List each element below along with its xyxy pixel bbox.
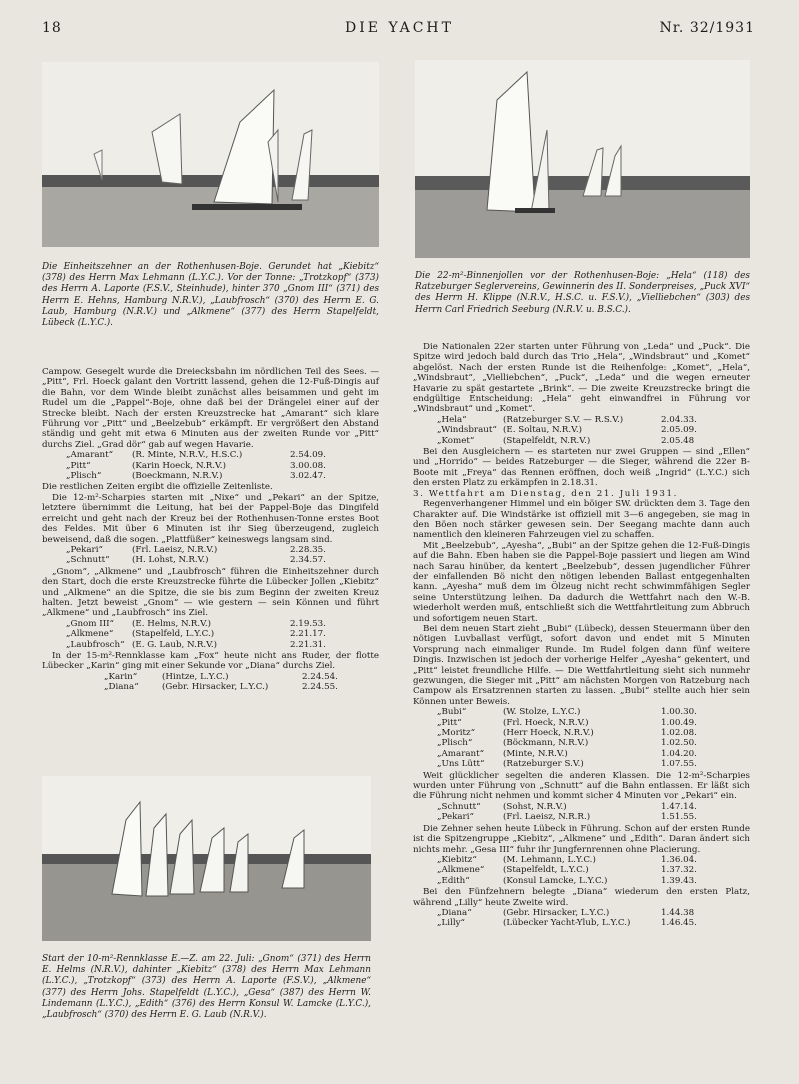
table-row: „Pekari“ (Frl. Laeisz, N.R.V.) 2.28.35. [66,544,326,555]
table-row: „Laubfrosch“ (E. G. Laub, N.R.V.) 2.21.31. [66,639,326,650]
results-table [42,672,379,693]
table-row: „Schnutt“ (H. Lohst, N.R.V.) 2.34.57. [66,555,326,566]
results-table [413,707,750,769]
paragraph: Regenverhangener Himmel und ein böiger SW. drückten dem 3. Tage den Charakter auf. Die Windstärke ist offiziell mit 3—6 angegeben, sie mag in den Böen noch stärker gewesen sein. Der Seegang machte dann auch namentlich den kleineren Fahrzeugen viel zu schaffen. [413,499,750,541]
paragraph: Weit glücklicher segelten die anderen Klassen. Die 12-m²-Scharpies wurden unter Führung von „Schnutt“ auf die Bahn entlassen. Er läßt sich die Führung nicht nehmen und kommt sicher 4 Minuten vor „Pekari“ ein. [413,770,750,802]
photo-caption: Start der 10-m²-Rennklasse E.—Z. am 22. Juli: „Gnom“ (371) des Herrn E. Helms (N.R.V.), dahinter „Kiebitz“ (378) des Herrn Max Lehmann (L.Y.C.), „Trotzkopf“ (373) des Herrn A. Laporte (F.S.V.), „Alkmene“ (377) des Herrn Johs. Stapelfeldt (L.Y.C.), „Gesa“ (387) des Herrn W. Lindemann (L.Y.C.), „Edith“ (376) des Herrn Konsul W. Lamcke (L.Y.C.), „Laubfrosch“ (370) des Herrn E. G. Laub (N.R.V.). [42,954,371,1021]
photo-caption: Die 22-m²-Binnenjollen vor der Rothenhusen-Boje: „Hela“ (118) des Ratzeburger Seglervereins, Gewinnerin des II. Sonderpreises, „Puck XVI“ des Herrn H. Klippe (N.R.V., H.S.C. u. F.S.V.), „Vielliebchen“ (303) des Herrn Carl Friedrich Seeburg (N.R.V. u. B.S.C.). [415,271,750,315]
photo-binnenjollen [415,60,750,258]
table-row: „Edith“ (Konsul Lamcke, L.Y.C.) 1.39.43. [437,875,697,886]
results-table [413,855,750,886]
table-row: „Kiebitz“ (M. Lehmann, L.Y.C.) 1.36.04. [437,854,697,865]
results-table [413,908,750,929]
table-row: „Amarant“ (Minte, N.R.V.) 1.04.20. [437,748,697,759]
table-row: „Bubi“ (W. Stolze, L.Y.C.) 1.00.30. [437,707,697,718]
paragraph: Die Zehner sehen heute Lübeck in Führung. Schon auf der ersten Runde ist die Spitzengruppe „Kiebitz“, „Alkmene“ und „Edith“. Daran ändert sich nichts mehr. „Gesa III“ fuhr ihr Jungfernrennen ohne Placierung. [413,823,750,855]
section-heading: 3. Wettfahrt am Dienstag, den 21. Juli 1931. [413,488,678,499]
paragraph: In der 15-m²-Rennklasse kam „Fox“ heute nicht ans Ruder, der flotte Lübecker „Karin“ ging mit einer Sekunde vor „Diana“ durchs Ziel. [42,650,379,672]
table-row: „Pekari“ (Frl. Laeisz, N.R.R.) 1.51.55. [437,812,697,823]
issue-number: Nr. 32/1931 [659,20,755,36]
magazine-title: DIE YACHT [345,20,454,36]
right-text-column [413,342,750,930]
table-row: „Alkmene“ (Stapelfeld, L.Y.C.) 2.21.17. [66,629,326,640]
table-row: „Hela“ (Ratzeburger S.V. — R.S.V.) 2.04.33. [437,414,697,425]
paragraph: Die Nationalen 22er starten unter Führung von „Leda“ und „Puck“. Die Spitze wird jedoch bald durch das Trio „Hela“, „Windsbraut“ und „Komet“ abgelöst. Nach der ersten Runde ist die Reihenfolge: „Komet“, „Hela“, „Windsbraut“, „Vielliebchen“, „Puck“, „Leda“ und die wegen erneuter Havarie zu spät gestartete „Brink“. — Die zweite Kreuzstrecke bringt die endgültige Entscheidung: „Hela“ geht einwandfrei in Führung vor „Windsbraut“ und „Komet“. [413,342,750,415]
table-row: „Amarant“ (R. Minte, N.R.V., H.S.C.) 2.54.09. [66,450,326,461]
table-row: „Plisch“ (Böckmann, N.R.V.) 1.02.50. [437,738,697,749]
results-table [42,450,379,481]
paragraph: Die 12-m²-Scharpies starten mit „Nixe“ und „Pekari“ an der Spitze, letztere übernimmt die Leitung, hat bei der Pappel-Boje das Dingifeld erreicht und geht nach der Kreuz bei der Rothenhusen-Tonne erstes Boot des Feldes. Mit über 6 Minuten ist ihr Sieg überzeugend, zugleich beweisend, daß die sogen. „Plattfüßer“ keineswegs langsam sind. [42,492,379,545]
results-table [413,802,750,823]
paragraph: „Gnom“, „Alkmene“ und „Laubfrosch“ führen die Einheitszehner durch den Start, doch die erste Kreuzstrecke führte die Lübecker Jollen „Kiebitz“ und „Alkmene“ an die Spitze, die sie bis zum Beginn der zweiten Kreuz halten. Jetzt beweist „Gnom“ — wie gestern — sein Können und führt „Alkmene“ und „Laubfrosch“ ins Ziel. [42,566,379,619]
table-row: „Diana“ (Gebr. Hirsacker, L.Y.C.) 1.44.38 [437,907,695,918]
results-table [42,545,379,566]
table-row: „Plisch“ (Boeckmann, N.R.V.) 3.02.47. [66,471,326,482]
table-row: „Diana“ (Gebr. Hirsacker, L.Y.C.) 2.24.55. [104,682,338,693]
table-row: „Schnutt“ (Sohst, N.R.V.) 1.47.14. [437,801,697,812]
results-table [413,415,750,446]
paragraph: Bei den Fünfzehnern belegte „Diana“ wiederum den ersten Platz, während „Lilly“ heute Zweite wird. [413,887,750,908]
table-row: „Gnom III“ (E. Helms, N.R.V.) 2.19.53. [66,618,326,629]
paragraph: Mit „Beelzebub“, „Ayesha“, „Bubi“ an der Spitze gehen die 12-Fuß-Dingis auf die Bahn. Eben haben sie die Pappel-Boje passiert und liegen am Wind nach Sarau hinüber, da kentert „Beelzebub“, dessen jugendlicher Führer der einfallenden Bö nicht den nötigen lebenden Ballast entgegenhalten kann. „Ayesha“ muß dem im Ölzeug nicht recht schwimmfähigen Segler seine Unterstützung leihen. Da dadurch die Wettfahrt nach den W.-B. wiederholt werden muß, entschließt sich die Wettfahrtleitung zum Abbruch und sofortigem neuen Start. [413,540,750,624]
paragraph: Die restlichen Zeiten ergibt die offizielle Zeitenliste. [42,482,273,493]
table-row: „Uns Lütt“ (Ratzeburger S.V.) 1.07.55. [437,759,697,770]
paragraph: Campow. Gesegelt wurde die Dreiecksbahn im nördlichen Teil des Sees. — „Pitt“, Frl. Hoeck galant den Vortritt lassend, gehen die 12-Fuß-Dingis auf die Bahn, vor dem Winde bleibt zunächst alles beisammen und geht im Rudel um die „Pappel“-Boje, ohne daß bei der Drängelei einer auf der Strecke bleibt. Nach der ersten Kreuzstrecke hat „Amarant“ sich klare Führung vor „Pitt“ und „Beelzebub“ erkämpft. Er vergrößert den Abstand ständig und geht mit etwa 6 Minuten aus der zweiten Runde vor „Pitt“ durchs Ziel. „Grad dör“ gab auf wegen Havarie. [42,367,379,450]
paragraph: Bei dem neuen Start zieht „Bubi“ (Lübeck), dessen Steuermann über den nötigen Luvballast verfügt, sofort davon und endet mit 5 Minuten Vorsprung nach einmaliger Runde. Im Rudel folgen dann fünf weitere Dingis. Inzwischen ist jedoch der vorherige Helfer „Ayesha“ gekentert, und „Pitt“ leistet freundliche Hilfe. — Die Wettfahrtleitung sieht sich nunmehr gezwungen, die Sieger mit „Pitt“ am nächsten Morgen von Ratzeburg nach Campow als Ersatzrennen starten zu lassen. „Bubi“ stellte auch hier sein Können unter Beweis. [413,623,750,707]
photo-rennklasse-start [42,776,371,941]
table-row: „Komet“ (Stapelfeldt, N.R.V.) 2.05.48 [437,435,695,446]
table-row: „Pitt“ (Karin Hoeck, N.R.V.) 3.00.08. [66,460,326,471]
page-number: 18 [42,20,62,36]
photo-einheitszehner [42,62,379,247]
table-row: „Moritz“ (Herr Hoeck, N.R.V.) 1.02.08. [437,728,697,739]
results-table [42,619,379,650]
table-row: „Lilly“ (Lübecker Yacht-Ylub, L.Y.C.) 1.46.45. [437,918,697,929]
table-row: „Windsbraut“ (E. Soltau, N.R.V.) 2.05.09. [437,425,697,436]
table-row: „Karin“ (Hintze, L.Y.C.) 2.24.54. [104,671,338,682]
table-row: „Pitt“ (Frl. Hoeck, N.R.V.) 1.00.49. [437,717,697,728]
table-row: „Alkmene“ (Stapelfeldt, L.Y.C.) 1.37.32. [437,865,697,876]
paragraph: Bei den Ausgleichern — es starteten nur zwei Gruppen — sind „Ellen“ und „Horrido“ — beides Ratzeburger — die Sieger, während die 22er B-Boote mit „Freya“ das Rennen eröffnen, doch weiß „Ingrid“ (L.Y.C.) sich den ersten Platz zu erkämpfen in 2.18.31. [413,447,750,489]
photo-caption: Die Einheitszehner an der Rothenhusen-Boje. Gerundet hat „Kiebitz“ (378) des Herrn Max Lehmann (L.Y.C.). Vor der Tonne: „Trotzkopf“ (373) des Herrn A. Laporte (F.S.V., Steinhude), hinter 370 „Gnom III“ (371) des Herrn E. Hehns, Hamburg N.R.V.), „Laubfrosch“ (370) des Herrn E. G. Laub, Hamburg (N.R.V.) und „Alkmene“ (377) des Herrn Stapelfeldt, Lübeck (L.Y.C.). [42,262,379,329]
left-text-column [42,367,379,694]
